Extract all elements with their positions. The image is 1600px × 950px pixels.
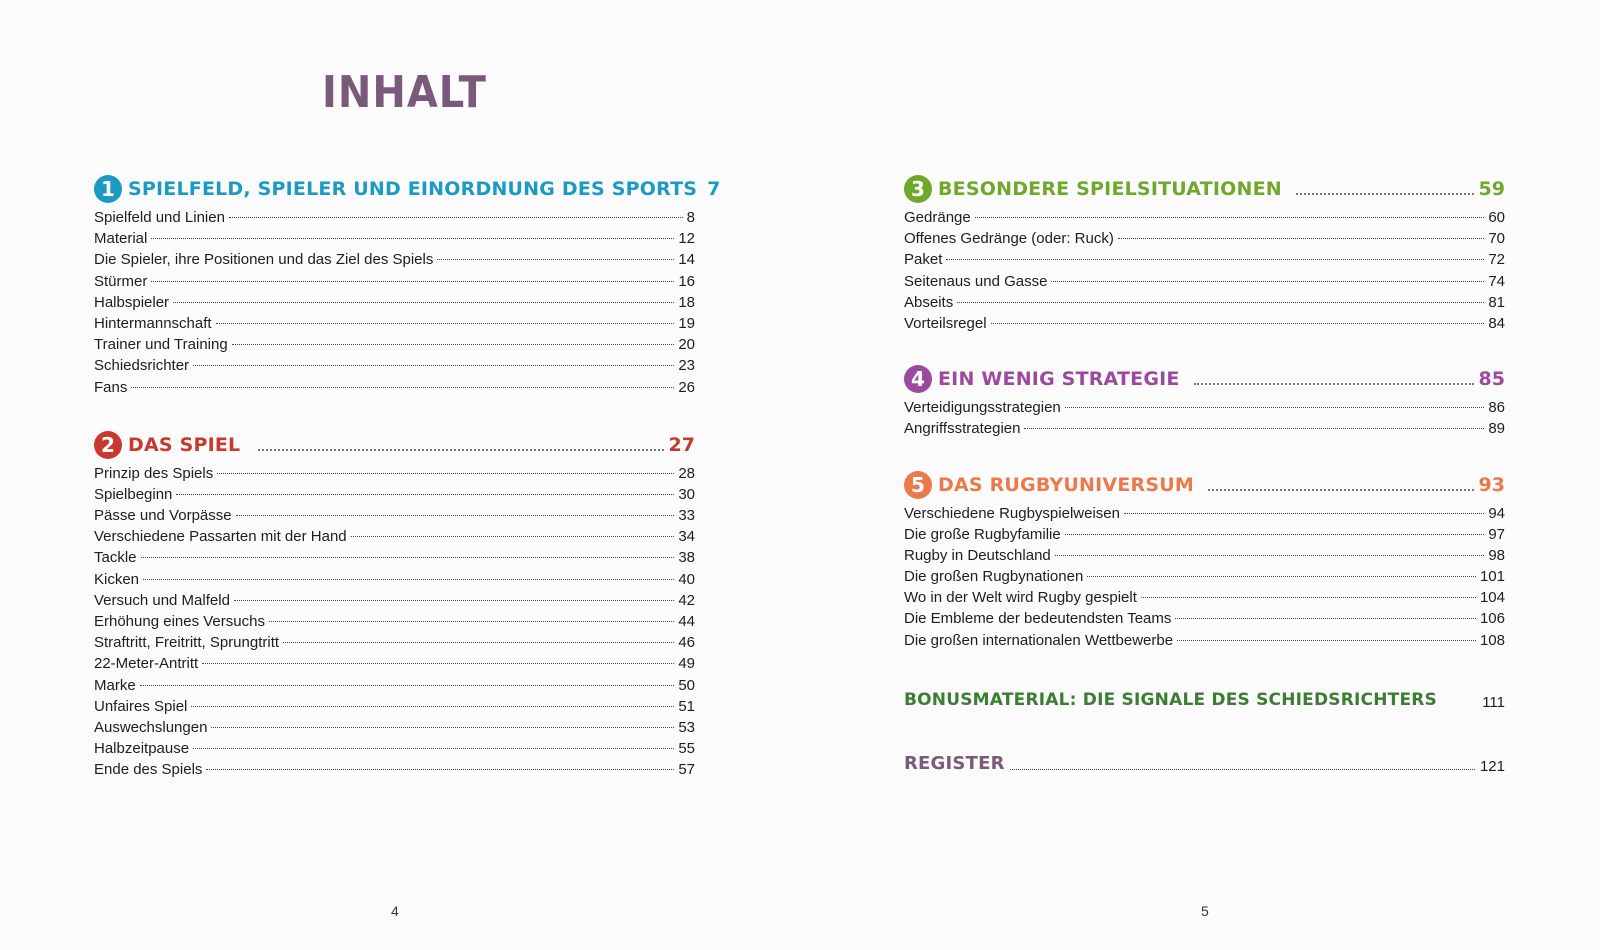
entry-title: Halbspieler [94,293,170,311]
entry-page: 106 [1479,610,1505,628]
toc-entry[interactable] [904,566,1505,587]
toc-entry[interactable] [94,484,695,505]
leader-dots [1010,769,1475,770]
toc-entry[interactable] [904,503,1505,524]
entry-title: Trainer und Training [94,336,228,354]
entry-title: Prinzip des Spiels [94,464,214,482]
entry-title: Seitenaus und Gasse [904,272,1048,290]
entry-title: Gedränge [904,209,971,226]
leader-dots [193,365,674,366]
entry-title: Die Spieler, ihre Positionen und das Ziel des Spiels [94,251,434,269]
entry-page: 30 [678,485,695,503]
entry-title: Offenes Gedränge (oder: Ruck) [904,230,1114,248]
entry-page: 81 [1488,293,1505,311]
entry-page: 72 [1488,251,1505,269]
toc-entry[interactable] [904,313,1505,334]
leader-dots [1065,407,1485,408]
leader-dots [1024,428,1484,429]
entry-title: Stürmer [94,272,148,290]
entry-title: Spielbeginn [94,485,173,503]
toc-entry[interactable] [94,611,695,632]
leader-dots [151,281,674,282]
toc-entry[interactable] [904,271,1505,292]
entry-page: 28 [678,464,695,482]
toc-entry[interactable] [904,545,1505,566]
chapter-4-number-badge: 4 [904,365,932,393]
toc-entry[interactable] [904,587,1505,608]
entry-title: Erhöhung eines Versuchs [94,613,265,630]
leader-dots [1208,489,1474,491]
leader-dots [1124,513,1484,514]
entry-page: 55 [678,740,695,758]
right-page-number: 5 [1201,903,1209,919]
entry-page: 108 [1479,631,1505,649]
leader-dots [211,727,674,728]
toc-entry[interactable] [94,590,695,611]
chapter-1-number-badge: 1 [94,175,122,203]
entry-title: Verteidigungsstrategien [904,399,1061,417]
entry-page: 14 [678,251,695,269]
entry-title: Unfaires Spiel [94,697,188,715]
leader-dots [991,323,1485,324]
toc-entry[interactable] [904,418,1505,439]
bonus-section [904,683,1505,717]
toc-entry[interactable] [94,271,695,292]
leader-dots [1141,597,1476,598]
leader-dots [351,536,675,537]
chapter-1-title: SPIELFELD, SPIELER UND EINORDNUNG DES SPORTS [128,178,698,200]
toc-entry[interactable] [904,292,1505,313]
entry-page: 18 [678,293,695,311]
leader-dots [131,387,674,388]
leader-dots [206,769,674,770]
leader-dots [229,217,683,218]
leader-dots [946,259,1484,260]
entry-page: 46 [678,634,695,652]
leader-dots [173,302,674,303]
chapter-2-title: DAS SPIEL [128,433,241,456]
register-heading[interactable] [904,747,1505,781]
chapter-5-heading[interactable] [904,468,1505,502]
entry-page: 86 [1488,399,1505,417]
leader-dots [217,473,674,474]
bonus-page: 111 [1482,694,1505,712]
chapter-1-heading[interactable] [94,172,721,206]
chapter-2-entries [94,463,695,781]
entry-page: 8 [686,209,695,226]
entry-title: Vorteilsregel [904,314,987,332]
toc-entry[interactable] [94,313,695,334]
leader-dots [957,302,1484,303]
entry-page: 74 [1488,272,1505,290]
entry-page: 97 [1488,525,1505,543]
leader-dots [151,238,674,239]
entry-page: 38 [678,549,695,567]
leader-dots [140,685,675,686]
entry-page: 33 [678,507,695,525]
bonus-title: BONUSMATERIAL: DIE SIGNALE DES SCHIEDSRICHTERS [904,689,1437,710]
toc-entry[interactable] [904,608,1505,629]
leader-dots [1194,383,1474,385]
entry-title: Die großen Rugbynationen [904,568,1084,586]
entry-page: 34 [678,528,695,546]
register-page: 121 [1479,758,1505,776]
entry-title: Tackle [94,549,137,567]
entry-title: Angriffsstrategien [904,420,1021,438]
toc-entry[interactable] [94,547,695,568]
entry-title: Die große Rugbyfamilie [904,525,1061,543]
chapter-5-title: DAS RUGBYUNIVERSUM [938,473,1194,496]
chapter-2-heading[interactable] [94,428,695,462]
toc-entry[interactable] [94,334,695,355]
entry-title: Ende des Spiels [94,761,203,779]
leader-dots [1087,576,1476,577]
entry-title: Kicken [94,570,140,588]
entry-title: Wo in der Welt wird Rugby gespielt [904,589,1137,607]
entry-page: 26 [678,378,695,396]
leader-dots [1065,534,1485,535]
toc-entry[interactable] [94,249,695,270]
entry-title: Material [94,230,148,248]
toc-entry[interactable] [94,675,695,696]
toc-entry[interactable] [94,377,695,398]
chapter-3-entries [904,207,1505,334]
leader-dots [269,621,674,622]
chapter-4-heading[interactable] [904,362,1505,396]
chapter-3-title: BESONDERE SPIELSITUATIONEN [938,178,1282,200]
entry-page: 49 [678,655,695,673]
leader-dots [1118,238,1484,239]
toc-entry[interactable] [94,228,695,249]
register-title: REGISTER [904,753,1005,775]
entry-page: 40 [678,570,695,588]
leader-dots [437,259,674,260]
toc-entry[interactable] [94,526,695,547]
toc-entry[interactable] [94,569,695,590]
left-page-number: 4 [391,903,399,919]
entry-page: 42 [678,591,695,609]
entry-page: 98 [1488,546,1505,564]
leader-dots [1177,640,1476,641]
toc-entry[interactable] [94,632,695,653]
entry-page: 16 [678,272,695,290]
entry-page: 70 [1488,230,1505,248]
entry-title: Rugby in Deutschland [904,546,1051,564]
page-title: INHALT [322,68,487,118]
entry-page: 50 [678,676,695,694]
chapter-2 [94,428,695,781]
entry-title: Fans [94,378,128,396]
leader-dots [975,217,1485,218]
chapter-4 [904,362,1505,439]
chapter-3-heading[interactable] [904,172,1505,206]
toc-entry[interactable] [94,717,695,738]
leader-dots [258,449,663,451]
entry-title: Halbzeitpause [94,740,190,758]
chapter-1 [94,172,721,398]
toc-entry[interactable] [904,249,1505,270]
leader-dots [202,663,674,664]
leader-dots [234,600,674,601]
entry-title: Hintermannschaft [94,314,212,332]
chapter-5-number-badge: 5 [904,471,932,499]
leader-dots [232,344,675,345]
chapter-3-number-badge: 3 [904,175,932,203]
toc-entry[interactable] [94,505,695,526]
leader-dots [283,642,674,643]
entry-page: 20 [678,336,695,354]
toc-entry[interactable] [94,292,695,313]
entry-title: Pässe und Vorpässe [94,507,232,525]
entry-page: 19 [678,314,695,332]
entry-page: 12 [678,230,695,248]
entry-page: 104 [1479,589,1505,607]
leader-dots [236,515,675,516]
chapter-5-page: 93 [1478,473,1505,496]
register-section [904,747,1505,781]
entry-title: Spielfeld und Linien [94,209,225,226]
leader-dots [1175,618,1476,619]
entry-title: 22-Meter-Antritt [94,655,199,673]
toc-entry[interactable] [904,630,1505,651]
toc-entry[interactable] [94,696,695,717]
entry-title: Abseits [904,293,954,311]
leader-dots [141,557,675,558]
chapter-4-page: 85 [1478,368,1505,391]
leader-dots [143,579,674,580]
chapter-3-page: 59 [1478,178,1505,200]
chapter-4-entries [904,397,1505,439]
entry-title: Die großen internationalen Wettbewerbe [904,631,1174,649]
leader-dots [1055,555,1485,556]
leader-dots [191,706,674,707]
toc-entry[interactable] [904,207,1505,228]
entry-title: Verschiedene Passarten mit der Hand [94,528,347,546]
entry-page: 84 [1488,314,1505,332]
entry-page: 23 [678,357,695,375]
entry-page: 94 [1488,504,1505,522]
chapter-1-entries [94,207,695,398]
toc-entry[interactable] [94,355,695,376]
entry-title: Marke [94,676,136,694]
leader-dots [1296,193,1474,195]
right-column [904,172,1505,782]
entry-page: 51 [678,697,695,715]
entry-page: 89 [1488,420,1505,438]
toc-entry[interactable] [904,397,1505,418]
entry-title: Auswechslungen [94,718,208,736]
toc-entry[interactable] [94,653,695,674]
chapter-3 [904,172,1505,334]
chapter-4-title: EIN WENIG STRATEGIE [938,368,1180,391]
entry-title: Versuch und Malfeld [94,591,230,609]
chapter-5-entries [904,503,1505,651]
leader-dots [216,323,675,324]
entry-title: Verschiedene Rugbyspielweisen [904,504,1120,522]
leader-dots [1051,281,1484,282]
toc-entry[interactable] [904,524,1505,545]
chapter-2-number-badge: 2 [94,431,122,459]
toc-entry[interactable] [904,228,1505,249]
toc-entry[interactable] [94,463,695,484]
entry-page: 60 [1488,209,1505,226]
entry-title: Schiedsrichter [94,357,190,375]
chapter-5 [904,468,1505,651]
toc-entry[interactable] [94,207,695,228]
toc-entry[interactable] [94,738,695,759]
entry-title: Paket [904,251,943,269]
chapter-2-page: 27 [668,433,695,456]
bonus-heading[interactable] [904,683,1505,717]
chapter-1-page: 7 [707,178,721,200]
leader-dots [193,748,674,749]
leader-dots [176,494,674,495]
entry-page: 101 [1479,568,1505,586]
entry-title: Straftritt, Freitritt, Sprungtritt [94,634,280,652]
entry-page: 53 [678,718,695,736]
entry-page: 57 [678,761,695,779]
entry-title: Die Embleme der bedeutendsten Teams [904,610,1172,628]
left-column [94,172,721,781]
entry-page: 44 [678,613,695,630]
toc-entry[interactable] [94,759,695,780]
